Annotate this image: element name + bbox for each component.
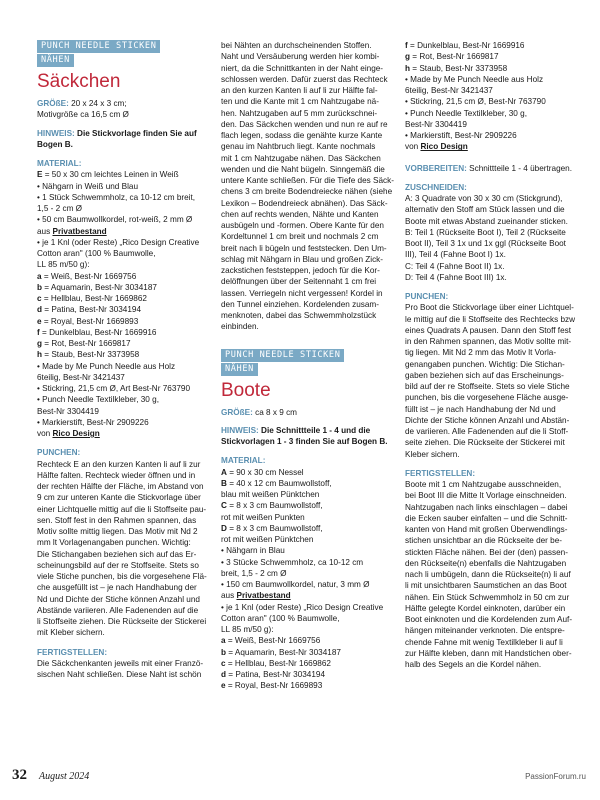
text-line: Kordeltunnel 1 cm breit und nochmals 2 cm	[221, 232, 379, 242]
material-list	[37, 169, 210, 439]
text-line: Hälfte falten. Rechteck wieder öffnen und in	[37, 470, 196, 480]
material-line: 6teilig, Best-Nr 3421437	[37, 372, 125, 382]
text-line: III), Teil 4 (Fahne Boot I) 1x.	[405, 250, 506, 260]
fertig-text	[405, 479, 581, 670]
material-line: • Made by Me Punch Needle aus Holz	[405, 74, 544, 84]
material-line: E = 50 x 30 cm leichtes Leinen in Weiß	[37, 170, 179, 180]
material-line: g = Rot, Best-Nr 1669817	[405, 52, 499, 62]
text-line: sen. Stoff fest in den Rahmen spannen, das	[37, 515, 197, 525]
text-line: mit 1 cm Nahtzugabe nähen. Das Säckchen	[221, 153, 381, 163]
material-line: A = 90 x 30 cm Nessel	[221, 467, 304, 477]
hint-block: HINWEIS: Die Stickvorlage finden Sie auf Bogen B.	[37, 128, 197, 149]
text-line: einer Lichtquelle mittig auf die li Stoffseite pau-	[37, 504, 207, 514]
punchen-text	[37, 459, 210, 639]
material-line: e = Royal, Best-Nr 1669893	[221, 681, 323, 691]
text-line: le mittig auf die li Stoffseite des Rechtecks bzw	[405, 314, 576, 324]
material-line: f = Dunkelblau, Best-Nr 1669916	[37, 327, 157, 337]
text-line: gaben beziehen sich auf das Erscheinungs-	[405, 370, 564, 380]
text-line: der rechten Hälfte der Fläche, im Abstand von	[37, 482, 204, 491]
text-line: mit Kleber sichern.	[37, 628, 105, 638]
text-line: flach legen, sodass die genähte kurze Kante	[221, 131, 383, 140]
text-line: A: 3 Quadrate von 30 x 30 cm (Stickgrund),	[405, 194, 563, 203]
fertig-text	[37, 658, 210, 681]
material-line: • Nähgarn in Blau	[221, 546, 285, 556]
fertig-heading: FERTIGSTELLEN:	[37, 647, 108, 657]
text-line: Kleber sichern.	[405, 449, 460, 459]
material-line: d = Patina, Best-Nr 3034194	[221, 670, 326, 679]
material-line: D = 8 x 3 cm Baumwollstoff,	[221, 523, 323, 533]
punchen-text	[405, 302, 581, 460]
text-line: Boot II), Teil 3 1x und 1x ggl (Rückseite Boot	[405, 239, 566, 248]
text-line: stichen unsichtbar an die Rückseite der be-	[405, 536, 563, 546]
material-line: • Punch Needle Textilkleber, 30 g,	[405, 108, 527, 118]
text-line: kanten von Hand mit großen Überwendlings-	[405, 525, 568, 534]
text-line: sischen Naht schließen. Diese Naht ist schön	[37, 670, 202, 679]
text-line: schlag mit Nähgarn in Blau und großen Zick-	[221, 254, 384, 264]
material-line: a = Weiß, Best-Nr 1669756	[221, 636, 321, 646]
vorbereiten-line: VORBEREITEN: Schnittteile 1 - 4 übertragen.	[405, 163, 573, 173]
article-title: Säckchen	[37, 71, 121, 92]
material-line: a = Weiß, Best-Nr 1669756	[37, 271, 137, 281]
material-line: 1,5 - 2 cm Ø	[37, 204, 83, 213]
text-line: Boote mit 1 cm Nahtzugabe ausschneiden,	[405, 480, 562, 489]
material-line: Best-Nr 3304419	[405, 119, 467, 129]
material-line: Cotton aran" (100 % Baumwolle,	[221, 613, 340, 623]
material-line: • Markierstift, Best-Nr 2909226	[37, 417, 149, 427]
zuschneiden-text	[405, 193, 581, 283]
section-kicker	[221, 349, 361, 377]
text-line: Nahtzugaben nach links einschlagen – dabei	[405, 502, 568, 512]
column-1	[37, 40, 210, 680]
text-line: Hälfte gelegte Kordel einknoten, darüber ein	[405, 603, 566, 613]
text-line: nähen. Ein Stück Schwemmholz in 50 cm zur	[405, 592, 570, 602]
material-line: blau mit weißen Pünktchen	[221, 490, 320, 499]
text-line: in den Rahmen spannen, das Motiv sollte mit-	[405, 337, 572, 346]
material-line: aus Privatbestand	[221, 591, 291, 601]
material-line: rot mit weißen Pünktchen	[221, 535, 314, 544]
material-line: von Rico Design	[37, 429, 100, 438]
material-line: • Punch Needle Textilkleber, 30 g,	[37, 395, 159, 405]
page-footer	[12, 766, 89, 784]
material-line: e = Royal, Best-Nr 1669893	[37, 316, 139, 326]
text-line: Dichte der Stiche können Anzahl und Abstän-	[405, 415, 570, 425]
text-line: Nd und Dichte der Stiche können Anzahl und	[37, 594, 200, 604]
material-list	[221, 467, 395, 692]
text-line: mm lt Vorlagenangaben punchen. Wichtig:	[37, 538, 191, 548]
punchen-heading: PUNCHEN:	[37, 448, 81, 458]
material-line: h = Staub, Best-Nr 3373958	[37, 350, 140, 360]
article-title: Boote	[221, 379, 271, 401]
text-line: Boot einknoten und die Kordelenden zum Auf-	[405, 615, 573, 624]
text-line: hen. Nahtzugaben auf 5 mm zurückschnei-	[221, 108, 378, 118]
text-line: li mit unsichtbaren Saumstichen an das Boot	[405, 581, 567, 591]
text-line: scheinungsbild auf der re Stoffseite. Stets so	[37, 560, 199, 570]
continued-text	[221, 40, 395, 333]
material-list	[405, 40, 581, 153]
text-line: bild auf der re Stoffseite. Stets so viele Stiche	[405, 382, 570, 391]
kicker-line: NÄHEN	[221, 363, 258, 376]
text-line: Rechteck E an den kurzen Kanten li auf li zur	[37, 459, 201, 469]
material-line: • 50 cm Baumwollkordel, rot-weiß, 2 mm Ø	[37, 215, 193, 225]
text-line: breit nach li bügeln und feststecken. Den Um-	[221, 243, 387, 253]
text-line: seite ziehen. Die Rückseite der Stickerei mit	[405, 438, 565, 448]
material-line: Cotton aran" (100 % Baumwolle,	[37, 249, 156, 258]
material-line: aus Privatbestand	[37, 226, 107, 236]
material-line: f = Dunkelblau, Best-Nr 1669916	[405, 41, 525, 50]
text-line: viele Stiche punchen, bis die vorgesehene Flä-	[37, 572, 207, 581]
material-line: • Stickring, 21,5 cm Ø, Best-Nr 763790	[405, 97, 546, 107]
material-line: • je 1 Knl (oder Reste) „Rico Design Creative	[37, 237, 200, 247]
material-line: • 3 Stücke Schwemmholz, ca 10-12 cm	[221, 557, 364, 567]
text-line: eines Quadrats A pausen. Dann den Stoff fest	[405, 325, 571, 335]
material-heading: MATERIAL:	[221, 456, 266, 466]
text-line: lassen. Verriegeln nicht vergessen! Kordel in	[221, 288, 383, 298]
text-line: C: Teil 4 (Fahne Boot II) 1x.	[405, 261, 505, 271]
text-line: die Ecken sauber einfalten – und die Schnitt-	[405, 513, 568, 523]
material-line: von Rico Design	[405, 142, 468, 152]
size-line: GRÖßE: ca 8 x 9 cm	[221, 407, 297, 417]
text-line: Lexikon – Bodendreieck abnähen). Das Säck-	[221, 198, 388, 208]
text-line: ausbügeln und -formen. Obere Kante für den	[221, 221, 384, 230]
material-line: breit, 1,5 - 2 cm Ø	[221, 568, 287, 578]
material-line: • je 1 Knl (oder Reste) „Rico Design Creative	[221, 602, 384, 612]
text-line: wenden und die Naht bügeln. Sinngemäß die	[221, 164, 385, 174]
text-line: chen auf rechts wenden, Nähte und Kanten	[221, 209, 379, 219]
material-heading: MATERIAL:	[37, 159, 82, 168]
column-3	[405, 40, 581, 670]
text-line: bei Nähten an durchscheinenden Stoffen.	[221, 41, 372, 50]
material-line: • 150 cm Baumwollkordel, natur, 3 mm Ø	[221, 580, 370, 589]
text-line: einbinden.	[221, 322, 259, 332]
text-line: D: Teil 4 (Fahne Boot III) 1x.	[405, 272, 507, 282]
material-line: h = Staub, Best-Nr 3373958	[405, 63, 508, 73]
material-line: • Markierstift, Best-Nr 2909226	[405, 131, 517, 140]
size-line: GRÖßE: 20 x 24 x 3 cm;	[37, 99, 127, 108]
text-line: de variieren. Alle Fadenenden auf die li Stoff-	[405, 427, 569, 436]
material-line: • Stickring, 21,5 cm Ø, Art Best-Nr 763790	[37, 384, 191, 393]
zuschneiden-heading: ZUSCHNEIDEN:	[405, 182, 467, 192]
text-line: halb des Segels an die Kordel nähen.	[405, 660, 542, 669]
text-line: schlossen werden. Dafür zuerst das Rechteck	[221, 74, 388, 84]
text-line: füllt ist – je nach Handhabung der Nd und	[405, 404, 556, 414]
material-line: LL 85 m/50 g):	[221, 625, 274, 634]
material-line: d = Patina, Best-Nr 3034194	[37, 305, 142, 315]
text-line: genau im Nahtbruch liegt. Kante nochmals	[221, 142, 376, 152]
hint-block: HINWEIS: Die Schnittteile 1 - 4 und die Stickvorlagen 1 - 3 finden Sie auf Bogen B.	[221, 425, 388, 446]
text-line: menknoten, dabei das Schwemmholzstück	[221, 311, 377, 320]
text-line: bei Boot III die Mitte lt Vorlage einschneiden.	[405, 491, 567, 501]
material-line: • Made by Me Punch Needle aus Holz	[37, 361, 176, 371]
text-line: untere Kante schließen. Für die Tiefe des Säck-	[221, 176, 394, 185]
text-line: Die Stichangaben beziehen sich auf das Er-	[37, 549, 197, 559]
fertig-heading: FERTIGSTELLEN:	[405, 468, 476, 478]
text-line: chende Fahne mit wenig Textilkleber li auf li	[405, 637, 563, 647]
material-line: b = Aquamarin, Best-Nr 3034187	[221, 647, 341, 657]
text-line: zur Hälfte kleben, dann mit Handstichen ober-	[405, 648, 572, 658]
text-line: li Stoffseite ziehen. Die Rückseite der Stickerei	[37, 617, 207, 626]
material-line: Best-Nr 3304419	[37, 406, 99, 416]
text-line: an den kurzen Kanten li auf li zur Hälfte fal-	[221, 86, 378, 95]
text-line: delöffnungen über der Seitennaht 1 cm frei	[221, 277, 377, 287]
text-line: Die Säckchenkanten jeweils mit einer Franzö-	[37, 658, 204, 668]
text-line: Abstände variieren. Alle Fadenenden auf die	[37, 605, 199, 615]
section-kicker	[37, 40, 177, 68]
text-line: punchen, bis die vorgesehene Fläche ausge-	[405, 393, 569, 403]
punchen-heading: PUNCHEN:	[405, 292, 449, 301]
text-line: Naht und Versäuberung werden hier kombi-	[221, 52, 380, 62]
text-line: Motiv sollte mittig liegen. Das Motiv mit Nd 2	[37, 527, 198, 536]
material-line: B = 40 x 12 cm Baumwollstoff,	[221, 478, 332, 488]
text-line: niert, da die Schnittkanten in der Naht einge-	[221, 63, 384, 73]
text-line: ten und die Kante mit 1 cm Nahtzugabe nä-	[221, 97, 379, 107]
text-line: 9 cm zur unteren Kante die Stickvorlage über	[37, 493, 201, 503]
material-line: c = Hellblau, Best-Nr 1669862	[37, 294, 147, 303]
text-line: genangaben punchen. Wichtig: Die Stichan-	[405, 359, 565, 369]
material-line: • 1 Stück Schwemmholz, ca 10-12 cm breit,	[37, 192, 196, 202]
text-line: Pro Boot die Stickvorlage über einer Lichtquel-	[405, 303, 574, 313]
material-line: b = Aquamarin, Best-Nr 3034187	[37, 282, 157, 292]
kicker-line: NÄHEN	[37, 54, 74, 67]
text-line: chens 3 cm breite Bodendreiecke nähen (siehe	[221, 187, 393, 197]
text-line: B: Teil 1 (Rückseite Boot I), Teil 2 (Rückseite	[405, 227, 566, 237]
issue-date: August 2024	[39, 771, 90, 782]
material-line: C = 8 x 3 cm Baumwollstoff,	[221, 501, 323, 511]
text-line: stickten Fläche nähen. Bei der (den) passen-	[405, 547, 568, 557]
material-line: c = Hellblau, Best-Nr 1669862	[221, 658, 331, 668]
text-line: alternativ den Stoff am Stück lassen und die	[405, 205, 565, 215]
material-line: g = Rot, Best-Nr 1669817	[37, 339, 131, 348]
text-line: hängen miteinander verknoten. Die entspre-	[405, 626, 565, 636]
text-line: che ausgefüllt ist – je nach Handhabung der	[37, 583, 197, 593]
material-line: 6teilig, Best-Nr 3421437	[405, 86, 493, 95]
text-line: Boote mit etwas Abstand zueinander sticken.	[405, 216, 568, 226]
material-line: rot mit weißen Punkten	[221, 512, 305, 522]
material-line: LL 85 m/50 g):	[37, 260, 90, 270]
kicker-line: PUNCH NEEDLE STICKEN	[37, 40, 160, 53]
size-line: Motivgröße ca 16,5 cm Ø	[37, 110, 129, 120]
watermark: PassionForum.ru	[525, 772, 586, 781]
text-line: tig liegen. Mit Nd 2 mm das Motiv lt Vorla-	[405, 348, 557, 358]
text-line: zackstichen feststeppen, jedoch für die Kor-	[221, 266, 380, 275]
page-number: 32	[12, 767, 27, 783]
column-2	[221, 40, 395, 692]
kicker-line: PUNCH NEEDLE STICKEN	[221, 349, 344, 362]
text-line: den. Das Säckchen wenden und nun re auf re	[221, 119, 388, 129]
text-line: den Rückseite(n) ebenfalls die Nahtzugaben	[405, 558, 567, 568]
text-line: den Tunnel einziehen. Kordelenden zusam-	[221, 299, 379, 309]
material-line: • Nähgarn in Weiß und Blau	[37, 181, 139, 191]
text-line: nach li umbügeln, dann die Rückseite(n) li auf	[405, 570, 571, 579]
